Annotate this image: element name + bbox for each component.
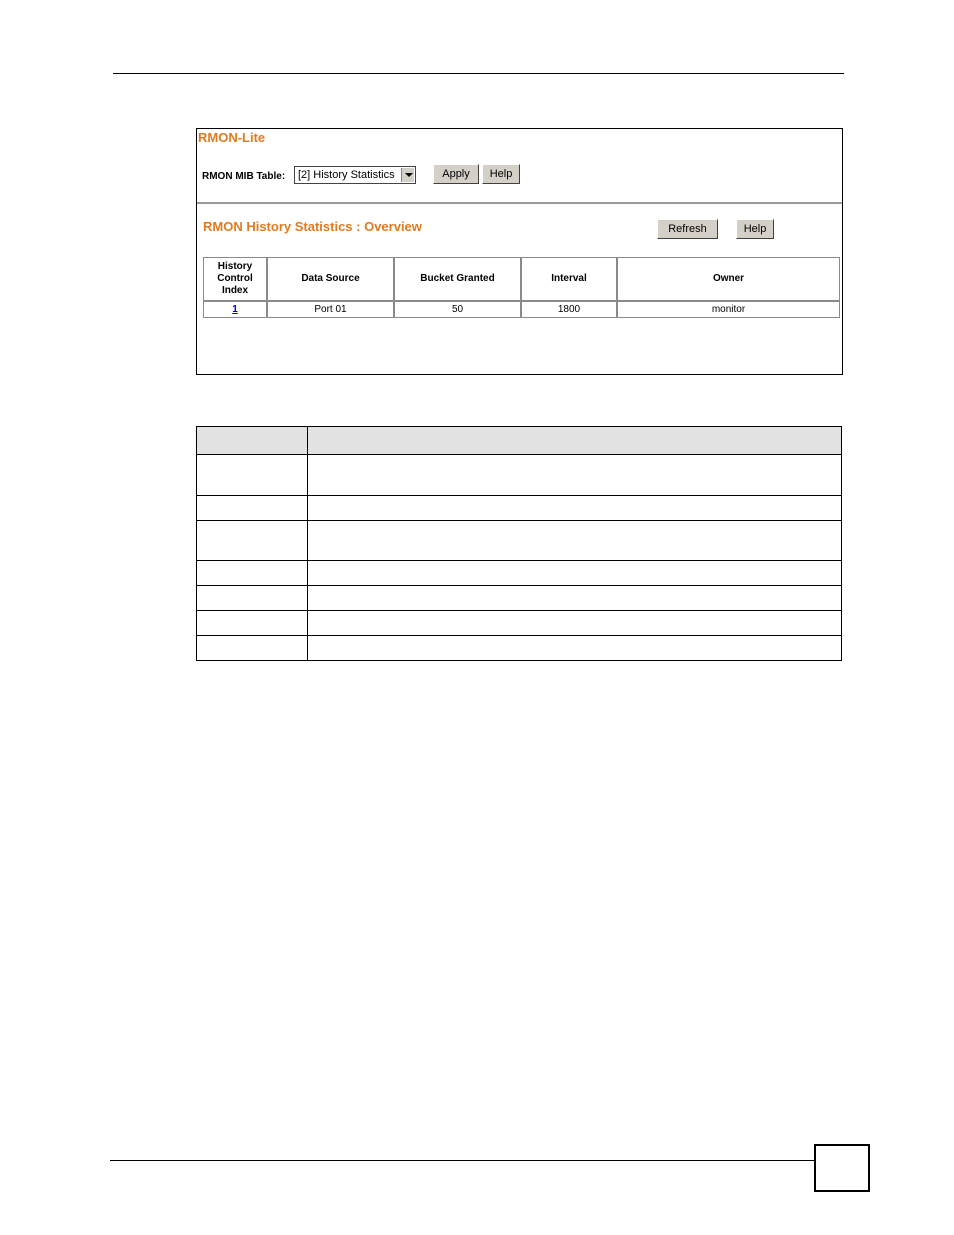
cell-interval: 1800 xyxy=(521,301,617,318)
mib-table-selected-value: [2] History Statistics xyxy=(298,169,395,181)
cell-bucket-granted: 50 xyxy=(394,301,521,318)
desc-text-cell xyxy=(308,521,842,561)
footer-rule xyxy=(110,1160,814,1161)
table-header-row xyxy=(203,257,840,301)
mib-table-label: RMON MIB Table: xyxy=(202,171,286,182)
history-statistics-table xyxy=(203,257,840,318)
desc-row xyxy=(197,561,842,586)
desc-header-label xyxy=(197,427,308,455)
page-number-box xyxy=(814,1144,870,1192)
field-description-table xyxy=(196,426,842,661)
panel-divider xyxy=(197,202,842,204)
col-bucket-granted: Bucket Granted xyxy=(394,257,521,301)
desc-row xyxy=(197,455,842,496)
cell-data-source: Port 01 xyxy=(267,301,394,318)
desc-text-cell xyxy=(308,496,842,521)
desc-header-row xyxy=(197,427,842,455)
desc-label-cell xyxy=(197,455,308,496)
cell-index[interactable] xyxy=(203,301,267,318)
desc-text-cell xyxy=(308,586,842,611)
cell-owner: monitor xyxy=(617,301,840,318)
apply-button[interactable]: Apply xyxy=(433,164,479,184)
desc-label-cell xyxy=(197,636,308,661)
desc-row xyxy=(197,521,842,561)
desc-label-cell xyxy=(197,496,308,521)
col-interval: Interval xyxy=(521,257,617,301)
rmon-lite-screenshot xyxy=(196,128,843,375)
desc-row xyxy=(197,586,842,611)
help-button[interactable]: Help xyxy=(482,164,520,184)
desc-row xyxy=(197,496,842,521)
desc-text-cell xyxy=(308,455,842,496)
col-owner: Owner xyxy=(617,257,840,301)
refresh-button[interactable]: Refresh xyxy=(657,219,718,239)
table-row xyxy=(203,301,840,318)
desc-row xyxy=(197,636,842,661)
overview-title: RMON History Statistics : Overview xyxy=(203,219,422,234)
panel-title: RMON-Lite xyxy=(198,130,266,145)
col-data-source: Data Source xyxy=(267,257,394,301)
help-button-overview[interactable]: Help xyxy=(736,219,774,239)
desc-text-cell xyxy=(308,611,842,636)
chevron-down-icon[interactable] xyxy=(401,168,414,182)
desc-label-cell xyxy=(197,521,308,561)
desc-header-description xyxy=(308,427,842,455)
desc-row xyxy=(197,611,842,636)
header-rule xyxy=(113,73,844,74)
desc-label-cell xyxy=(197,611,308,636)
desc-label-cell xyxy=(197,586,308,611)
desc-text-cell xyxy=(308,561,842,586)
col-history-control-index: History Control Index xyxy=(203,257,267,301)
desc-label-cell xyxy=(197,561,308,586)
mib-table-select[interactable] xyxy=(294,166,416,184)
desc-text-cell xyxy=(308,636,842,661)
index-link[interactable]: 1 xyxy=(232,304,238,315)
